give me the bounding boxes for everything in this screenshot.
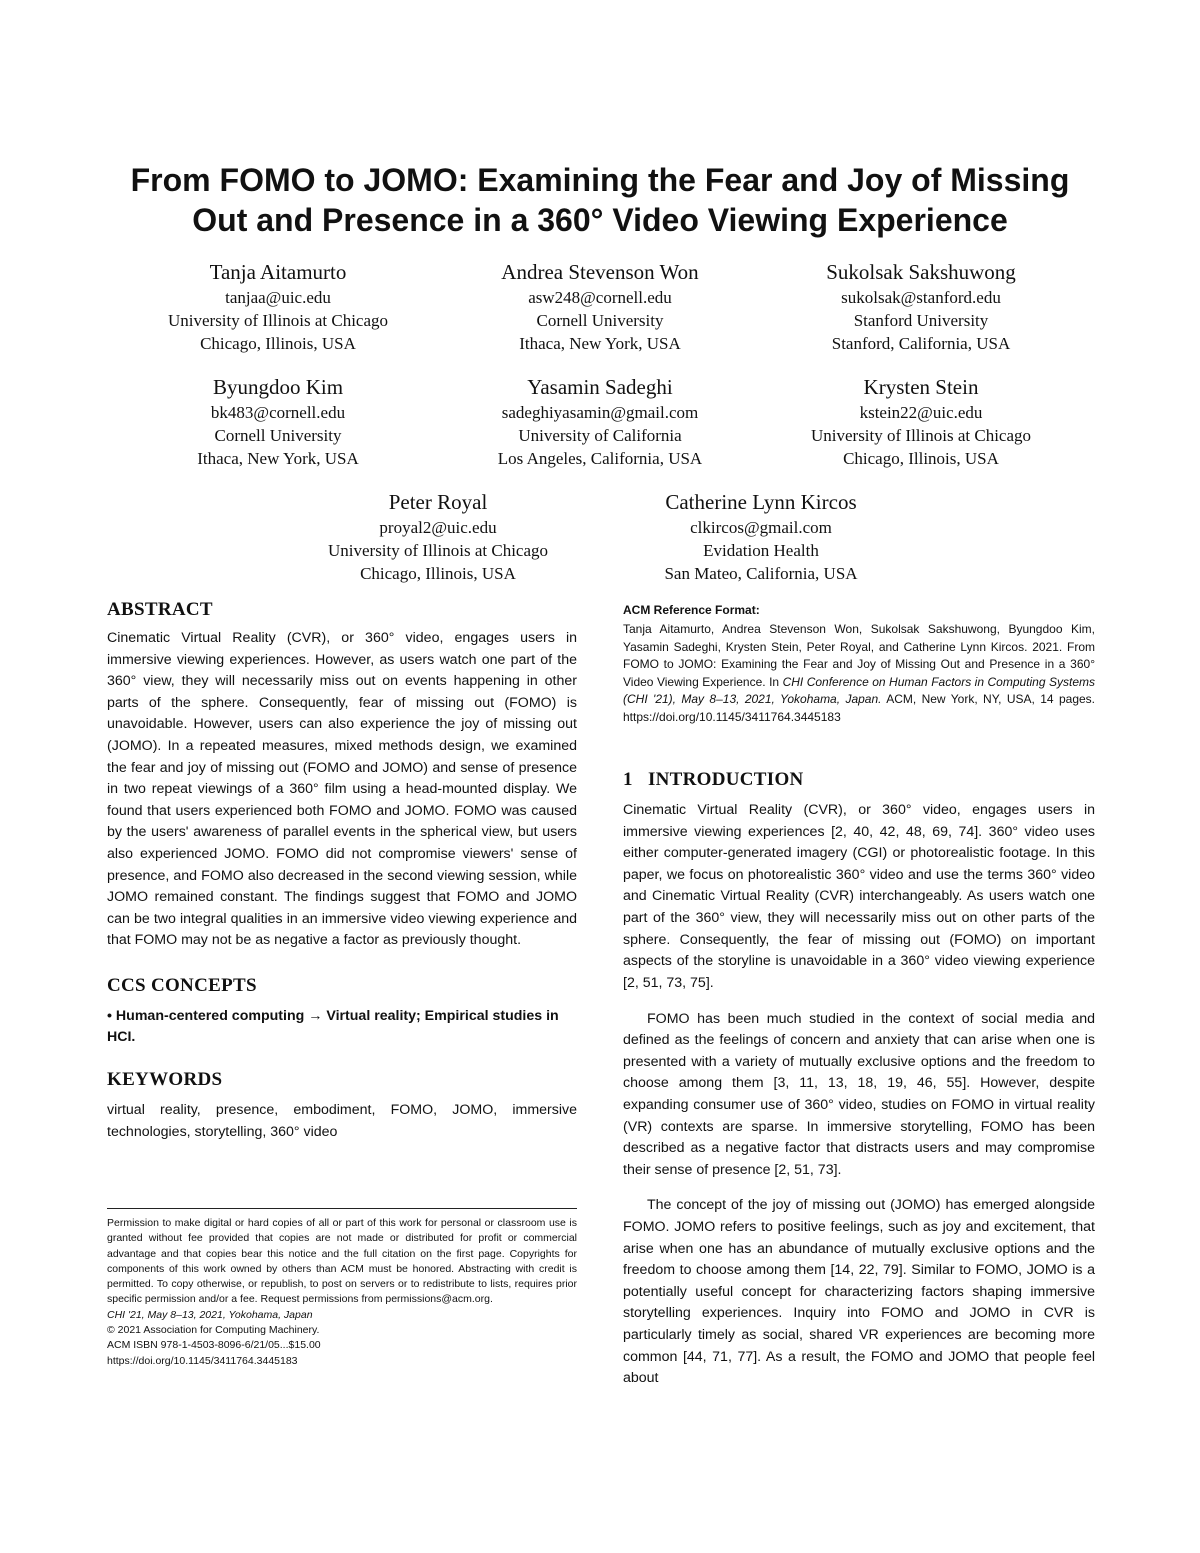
author-location: Chicago, Illinois, USA [200, 334, 356, 353]
conference-venue: CHI '21, May 8–13, 2021, Yokohama, Japan [107, 1308, 313, 1321]
author-affiliation: Cornell University [536, 311, 664, 330]
introduction-heading-text: 1 INTRODUCTION [623, 769, 804, 790]
intro-paragraph-3: The concept of the joy of missing out (JOMO) has emerged alongside FOMO. JOMO refers to positive feelings, such as joy and excitement, that arise when one has an abundance of mutually exclusive options and the freedom to choose among them [14, 22, 79]. Similar to FOMO, JOMO is a potentially useful concept for characterizing factors shaping immersive storytelling experiences. Inquiry into FOMO and JOMO in CVR is particularly timely as social, shared VR experiences are becoming more common [44, 71, 77]. As a result, the FOMO and JOMO that people feel about [623, 1197, 1095, 1387]
author-block [430, 373, 770, 470]
abstract-text: Cinematic Virtual Reality (CVR), or 360° video, engages users in immersive viewing experiences. However, as users watch one part of the 360° view, they will necessarily miss out on events happening in other parts of the sphere. Consequently, fear of missing out (FOMO) is unavoidable. However, users can also experience the joy of missing out (JOMO). In a repeated measures, mixed methods design, we examined the fear and joy of missing out (FOMO and JOMO) and sense of presence in two repeat viewings of a 360° film using a head-mounted display. We found that users experienced both FOMO and JOMO. FOMO was caused by the users' awareness of parallel events in the spherical view, but users also experienced JOMO. FOMO did not compromise viewers' sense of presence, and FOMO also decreased in the second viewing session, while JOMO remained constant. The findings suggest that FOMO and JOMO can be two integral qualities in an immersive video viewing experience and that FOMO may not be as negative a factor as previously thought. [107, 630, 577, 949]
ccs-heading: CCS CONCEPTS [107, 974, 257, 996]
abstract-heading: ABSTRACT [107, 599, 213, 620]
author-affiliation: University of Illinois at Chicago [810, 426, 1032, 445]
author-block [751, 258, 1091, 355]
author-name: Tanja Aitamurto [209, 260, 347, 284]
author-email[interactable]: proyal2@uic.edu [379, 518, 497, 537]
paper-title-line-2: Out and Presence in a 360° Video Viewing Experience [192, 202, 1008, 238]
keywords-heading: KEYWORDS [107, 1068, 223, 1090]
author-email[interactable]: tanjaa@uic.edu [225, 288, 331, 307]
right-column [623, 603, 1095, 1404]
author-name: Krysten Stein [863, 375, 979, 399]
acm-reference-part-2: ACM, New York, NY, USA, 14 pages. https://doi.org/10.1145/3411764.3445183 [623, 692, 1096, 724]
author-location: Stanford, California, USA [831, 334, 1011, 353]
author-name: Andrea Stevenson Won [501, 260, 699, 284]
author-block [591, 488, 931, 585]
introduction-heading [623, 768, 1095, 792]
author-block [108, 258, 448, 355]
author-location: Chicago, Illinois, USA [843, 449, 999, 468]
author-location: Los Angeles, California, USA [497, 449, 703, 468]
permission-notice: Permission to make digital or hard copies of all or part of this work for personal or classroom use is granted without fee provided that copies are not made or distributed for profit or commercial advantage and that copies bear this notice and the full citation on the first page. Copyrights for components of this work owned by others than ACM must be honored. Abstracting with credit is permitted. To copy otherwise, or republish, to post on servers or to redistribute to lists, requires prior specific permission and/or a fee. Request permissions from permissions@acm.org. [107, 1217, 577, 1306]
intro-paragraph-2: FOMO has been much studied in the context of social media and defined as the feelings of concern and anxiety that can arise when one is presented with a variety of mutually exclusive options and the freedom to choose among them [3, 11, 13, 18, 19, 46, 55]. However, despite expanding consumer use of 360° video, studies on FOMO in virtual reality (VR) contexts are sparse. In immersive storytelling, FOMO has been described as a negative factor that distracts users and may compromise their sense of presence [2, 51, 73]. [623, 1010, 1095, 1178]
author-email[interactable]: kstein22@uic.edu [859, 403, 983, 422]
author-name: Byungdoo Kim [212, 375, 344, 399]
author-affiliation: University of Illinois at Chicago [167, 311, 389, 330]
author-affiliation: University of California [518, 426, 682, 445]
author-affiliation: Cornell University [214, 426, 342, 445]
author-email[interactable]: clkircos@gmail.com [690, 518, 832, 537]
intro-paragraph-1: Cinematic Virtual Reality (CVR), or 360° video, engages users in immersive viewing experiences [2, 40, 42, 48, 69, 74]. 360° video uses either computer-generated imagery (CGI) or photorealistic footage. In this paper, we focus on photorealistic 360° video and use the terms 360° video and Cinematic Virtual Reality (CVR) interchangeably. As users watch one part of the 360° view, they will necessarily miss out on other parts of the sphere. Consequently, the fear of missing out (FOMO) on important aspects of the storyline is unavoidable in a 360° video viewing experience [2, 51, 73, 75]. [623, 802, 1095, 991]
doi-link[interactable]: https://doi.org/10.1145/3411764.3445183 [107, 1354, 298, 1367]
author-block [430, 258, 770, 355]
author-email[interactable]: sukolsak@stanford.edu [841, 288, 1001, 307]
author-block [751, 373, 1091, 470]
author-affiliation: University of Illinois at Chicago [327, 541, 549, 560]
author-location: Chicago, Illinois, USA [360, 564, 516, 583]
permission-block [107, 1216, 577, 1369]
left-column [107, 598, 577, 1143]
author-affiliation: Stanford University [853, 311, 989, 330]
footnote-divider [107, 1208, 577, 1209]
ccs-concepts-text: • Human-centered computing → Virtual reality; Empirical studies in HCI. [107, 1007, 559, 1045]
paper-title [90, 160, 1110, 240]
author-name: Yasamin Sadeghi [527, 375, 673, 399]
author-name: Catherine Lynn Kircos [665, 490, 857, 514]
author-affiliation: Evidation Health [703, 541, 819, 560]
author-block [108, 373, 448, 470]
acm-reference-part-1: Tanja Aitamurto, Andrea Stevenson Won, Sukolsak Sakshuwong, Byungdoo Kim, Yasamin Sadeghi, Krysten Stein, Peter Royal, and Catherine Lynn Kircos. 2021. From FOMO to JOMO: Examining the Fear and Joy of Missing Out and Presence in a 360° Video Viewing Experience. In [623, 622, 1095, 689]
author-location: Ithaca, New York, USA [519, 334, 681, 353]
paper-title-line-1: From FOMO to JOMO: Examining the Fear and Joy of Missing [130, 162, 1070, 198]
author-name: Peter Royal [388, 490, 488, 514]
acm-reference-text [623, 621, 1095, 726]
keywords-text: virtual reality, presence, embodiment, FOMO, JOMO, immersive technologies, storytelling, 360° video [107, 1101, 577, 1140]
author-email[interactable]: sadeghiyasamin@gmail.com [501, 403, 699, 422]
acm-reference-heading: ACM Reference Format: [623, 603, 760, 617]
author-location: San Mateo, California, USA [664, 564, 858, 583]
author-location: Ithaca, New York, USA [197, 449, 359, 468]
author-block [268, 488, 608, 585]
author-email[interactable]: bk483@cornell.edu [210, 403, 346, 422]
author-email[interactable]: asw248@cornell.edu [528, 288, 672, 307]
copyright-notice: © 2021 Association for Computing Machinery. [107, 1324, 320, 1337]
author-name: Sukolsak Sakshuwong [826, 260, 1016, 284]
isbn: ACM ISBN 978-1-4503-8096-6/21/05...$15.00 [107, 1339, 321, 1352]
acm-reference-venue: CHI Conference on Human Factors in Computing Systems (CHI '21), May 8–13, 2021, Yokohama, Japan. [623, 674, 1095, 706]
